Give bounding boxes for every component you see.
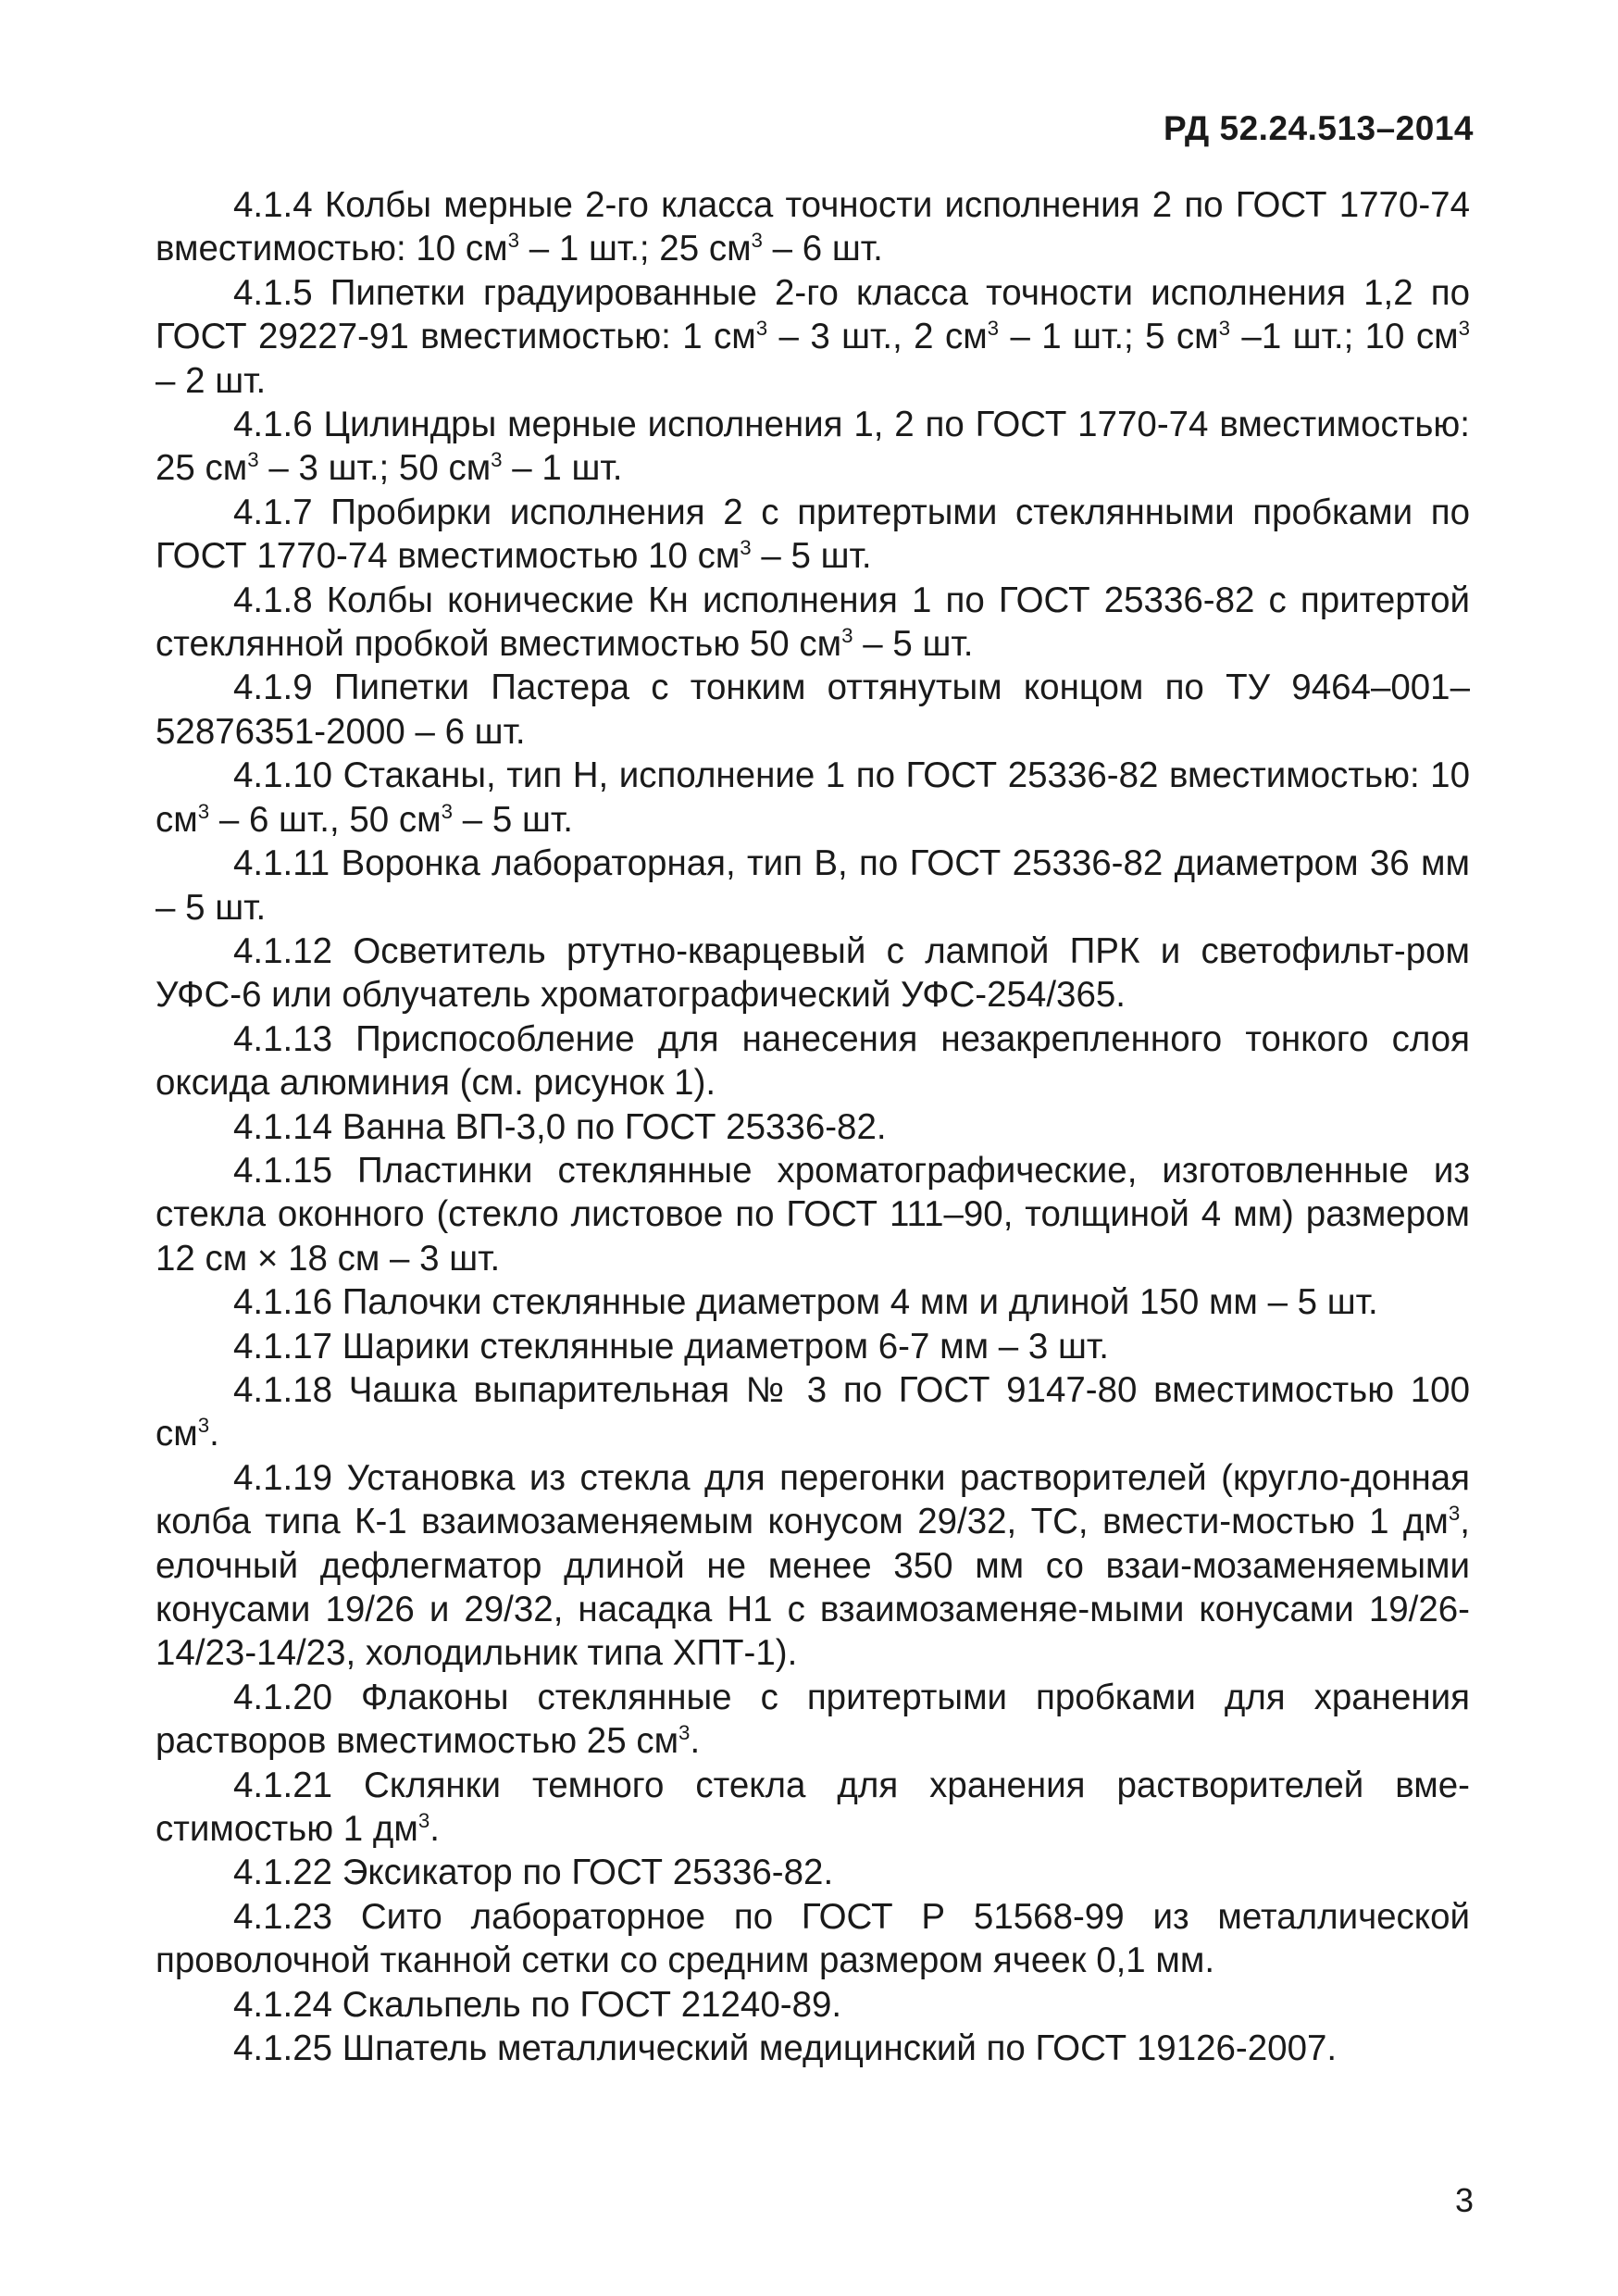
paragraph-4-1-14: 4.1.14 Ванна ВП-3,0 по ГОСТ 25336-82. xyxy=(233,1106,887,1147)
paragraph-4-1-20: 4.1.20 Флаконы стеклянные с притертыми пробками для хранения растворов вместимостью 25 $см^3$. xyxy=(156,1677,1470,1762)
paragraph-4-1-8: 4.1.8 Колбы конические Кн исполнения 1 по ГОСТ 25336-82 с притертой стеклянной пробкой вместимостью 50 $см^3 - 5$ шт. xyxy=(156,580,1470,665)
paragraph-4-1-13: 4.1.13 Приспособление для нанесения незакрепленного тонкого слоя оксида алюминия (см. рисунок 1). xyxy=(156,1018,1470,1104)
paragraph-4-1-10: 4.1.10 Стаканы, тип Н, исполнение 1 по ГОСТ 25336-82 вместимостью: 10 $см^3 - 6$ шт., 50 $см^3 - 5$ шт. xyxy=(156,755,1470,840)
paragraph-4-1-7: 4.1.7 Пробирки исполнения 2 с притертыми стеклянными пробками по ГОСТ 1770-74 вместимостью 10 $см^3 - 5$ шт. xyxy=(156,492,1470,577)
paragraph-4-1-18: 4.1.18 Чашка выпарительная № 3 по ГОСТ 9147-80 вместимостью 100 $см^3$. xyxy=(156,1369,1470,1454)
paragraph-4-1-12: 4.1.12 Осветитель ртутно-кварцевый с лампой ПРК и светофильт-ром УФС-6 или облучатель хроматографический УФС-254/365. xyxy=(156,930,1470,1016)
paragraph-4-1-11: 4.1.11 Воронка лабораторная, тип В, по ГОСТ 25336-82 диаметром 36 мм – 5 шт. xyxy=(156,843,1470,928)
paragraph-4-1-5: 4.1.5 Пипетки градуированные 2-го класса точности исполнения 1,2 по ГОСТ 29227-91 вместимостью: 1 $см^3 - 3$ шт., 2 $см^3 - 1$ шт.; 5 $см^3$ –1 шт.; 10 $см^3 - 2$ шт. xyxy=(156,272,1470,401)
paragraph-4-1-17: 4.1.17 Шарики стеклянные диаметром 6-7 мм – 3 шт. xyxy=(233,1326,1109,1366)
paragraph-4-1-15: 4.1.15 Пластинки стеклянные хроматографические, изготовленные из стекла оконного (стекло листовое по ГОСТ 111–90, толщиной 4 мм) размером 12 см × 18 см – 3 шт. xyxy=(156,1150,1470,1279)
paragraph-4-1-23: 4.1.23 Сито лабораторное по ГОСТ Р 51568-99 из металлической проволочной тканной сетки со средним размером ячеек 0,1 мм. xyxy=(156,1896,1470,1981)
paragraph-4-1-6: 4.1.6 Цилиндры мерные исполнения 1, 2 по ГОСТ 1770-74 вместимостью: 25 $см^3 - 3$ шт.; 50 $см^3 - 1$ шт. xyxy=(156,405,1470,489)
paragraph-4-1-16: 4.1.16 Палочки стеклянные диаметром 4 мм и длиной 150 мм – 5 шт. xyxy=(233,1282,1378,1323)
paragraph-4-1-24: 4.1.24 Скальпель по ГОСТ 21240-89. xyxy=(233,1984,842,2025)
paragraph-4-1-22: 4.1.22 Эксикатор по ГОСТ 25336-82. xyxy=(233,1853,834,1893)
paragraph-4-1-25: 4.1.25 Шпатель металлический медицинский по ГОСТ 19126-2007. xyxy=(233,2028,1338,2069)
document-code: РД 52.24.513–2014 xyxy=(1164,109,1474,147)
document-body xyxy=(156,183,1470,2070)
paragraph-4-1-9: 4.1.9 Пипетки Пастера с тонким оттянутым концом по ТУ 9464–001–52876351-2000 – 6 шт. xyxy=(156,668,1470,752)
page-number: 3 xyxy=(1454,2181,1474,2219)
paragraph-4-1-4: 4.1.4 Колбы мерные 2-го класса точности исполнения 2 по ГОСТ 1770-74 вместимостью: 10 $см^3 - 1$ шт.; 25 $см^3 - 6$ шт. xyxy=(156,185,1470,269)
paragraph-4-1-21: 4.1.21 Склянки темного стекла для хранения растворителей вме-стимостью 1 $дм^3$. xyxy=(156,1765,1470,1850)
paragraph-4-1-19: 4.1.19 Установка из стекла для перегонки растворителей (кругло-донная колба типа К-1 взаимозаменяемым конусом 29/32, ТС, вмести-мостью 1 $дм^3$, елочный дефлегматор длиной не менее 350 мм со взаи-мозаменяемыми конусами 19/26 и 29/32, насадка Н1 с взаимозаменяе-мыми конусами 19/26-14/23-14/23, холодильник типа ХПТ-1). xyxy=(156,1457,1470,1674)
